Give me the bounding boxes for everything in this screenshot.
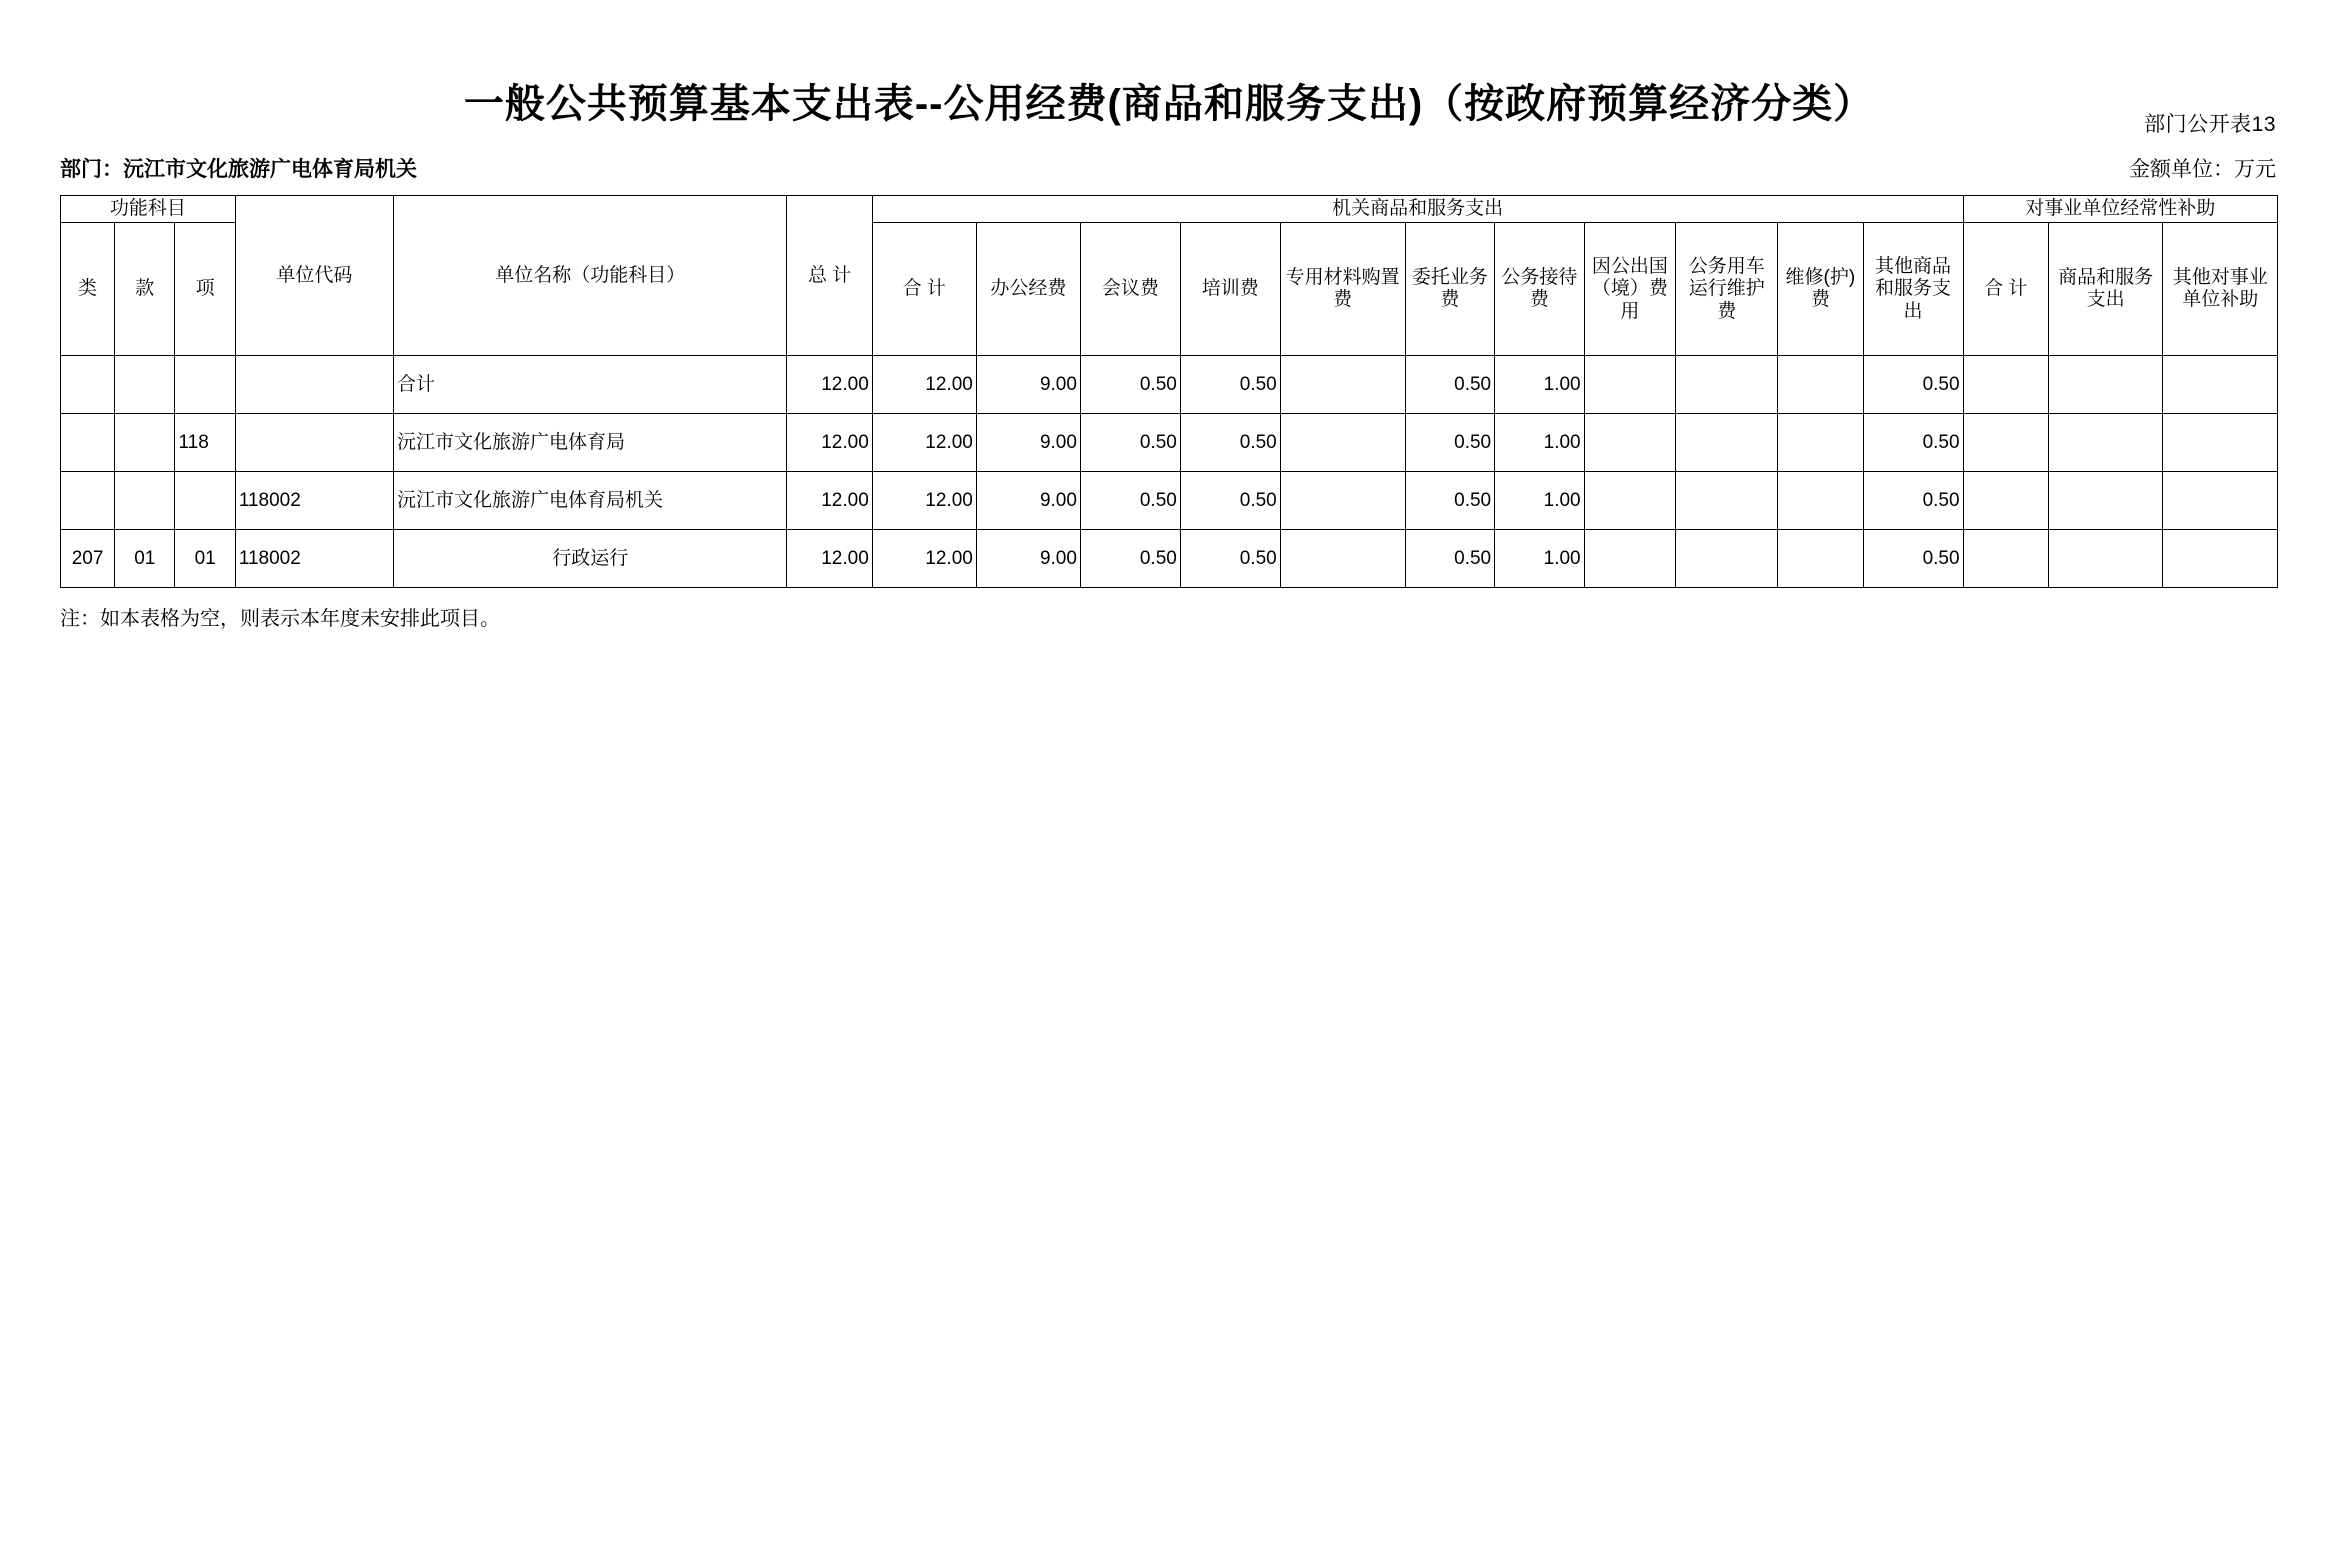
cell-unit-name: 行政运行 bbox=[394, 530, 787, 588]
cell-item: 118 bbox=[175, 414, 235, 472]
cell-office: 9.00 bbox=[976, 356, 1080, 414]
cell-subsidy-other bbox=[2163, 414, 2278, 472]
header-grand-total: 总 计 bbox=[787, 196, 872, 356]
cell-unit-name: 合计 bbox=[394, 356, 787, 414]
header-training-fee: 培训费 bbox=[1180, 223, 1280, 356]
cell-meeting: 0.50 bbox=[1080, 356, 1180, 414]
cell-reception: 1.00 bbox=[1495, 414, 1585, 472]
form-number-label: 部门公开表13 bbox=[2144, 113, 2276, 136]
cell-abroad bbox=[1584, 472, 1676, 530]
cell-meeting: 0.50 bbox=[1080, 530, 1180, 588]
header-unit-code: 单位代码 bbox=[235, 196, 393, 356]
cell-subsidy-goods bbox=[2048, 530, 2162, 588]
header-subsidy-group: 对事业单位经常性补助 bbox=[1963, 196, 2277, 223]
cell-subtotal: 12.00 bbox=[872, 414, 976, 472]
cell-subsidy-other bbox=[2163, 356, 2278, 414]
cell-total: 12.00 bbox=[787, 530, 872, 588]
cell-other: 0.50 bbox=[1863, 530, 1963, 588]
cell-office: 9.00 bbox=[976, 414, 1080, 472]
header-other-goods-services: 其他商品和服务支出 bbox=[1863, 223, 1963, 356]
cell-other: 0.50 bbox=[1863, 414, 1963, 472]
cell-repair bbox=[1778, 356, 1863, 414]
cell-entrusted: 0.50 bbox=[1405, 472, 1495, 530]
cell-meeting: 0.50 bbox=[1080, 414, 1180, 472]
header-special-material: 专用材料购置费 bbox=[1280, 223, 1405, 356]
cell-entrusted: 0.50 bbox=[1405, 530, 1495, 588]
cell-subtotal: 12.00 bbox=[872, 530, 976, 588]
cell-subsidy-total bbox=[1963, 356, 2048, 414]
cell-class bbox=[61, 414, 115, 472]
cell-section bbox=[115, 356, 175, 414]
cell-repair bbox=[1778, 414, 1863, 472]
cell-training: 0.50 bbox=[1180, 356, 1280, 414]
header-agency-goods-services: 机关商品和服务支出 bbox=[872, 196, 1963, 223]
table-row bbox=[61, 530, 2278, 588]
cell-total: 12.00 bbox=[787, 414, 872, 472]
header-entrusted-business: 委托业务费 bbox=[1405, 223, 1495, 356]
header-class: 类 bbox=[61, 223, 115, 356]
cell-subsidy-goods bbox=[2048, 414, 2162, 472]
cell-training: 0.50 bbox=[1180, 530, 1280, 588]
cell-unit-code: 118002 bbox=[235, 530, 393, 588]
header-unit-name: 单位名称（功能科目） bbox=[394, 196, 787, 356]
header-subtotal: 合 计 bbox=[872, 223, 976, 356]
amount-unit-label: 金额单位：万元 bbox=[2129, 158, 2276, 181]
table-row bbox=[61, 472, 2278, 530]
cell-unit-name: 沅江市文化旅游广电体育局 bbox=[394, 414, 787, 472]
cell-section bbox=[115, 472, 175, 530]
cell-unit-code: 118002 bbox=[235, 472, 393, 530]
cell-item bbox=[175, 472, 235, 530]
cell-subsidy-total bbox=[1963, 414, 2048, 472]
header-subsidy-goods-services: 商品和服务支出 bbox=[2048, 223, 2162, 356]
cell-class: 207 bbox=[61, 530, 115, 588]
cell-vehicle bbox=[1676, 530, 1778, 588]
cell-reception: 1.00 bbox=[1495, 356, 1585, 414]
cell-item bbox=[175, 356, 235, 414]
header-meeting-fee: 会议费 bbox=[1080, 223, 1180, 356]
cell-section bbox=[115, 414, 175, 472]
cell-other: 0.50 bbox=[1863, 472, 1963, 530]
header-item: 项 bbox=[175, 223, 235, 356]
header-section: 款 bbox=[115, 223, 175, 356]
cell-material bbox=[1280, 530, 1405, 588]
cell-vehicle bbox=[1676, 414, 1778, 472]
cell-material bbox=[1280, 414, 1405, 472]
cell-training: 0.50 bbox=[1180, 472, 1280, 530]
cell-material bbox=[1280, 472, 1405, 530]
cell-subsidy-goods bbox=[2048, 356, 2162, 414]
cell-unit-code bbox=[235, 414, 393, 472]
cell-class bbox=[61, 356, 115, 414]
cell-reception: 1.00 bbox=[1495, 472, 1585, 530]
page-title: 一般公共预算基本支出表--公用经费(商品和服务支出)（按政府预算经济分类） bbox=[463, 82, 1875, 126]
cell-other: 0.50 bbox=[1863, 356, 1963, 414]
cell-training: 0.50 bbox=[1180, 414, 1280, 472]
header-abroad-expense: 因公出国（境）费用 bbox=[1584, 223, 1676, 356]
cell-subsidy-other bbox=[2163, 472, 2278, 530]
header-repair-fee: 维修(护)费 bbox=[1778, 223, 1863, 356]
cell-vehicle bbox=[1676, 472, 1778, 530]
header-function-subject: 功能科目 bbox=[61, 196, 236, 223]
cell-repair bbox=[1778, 530, 1863, 588]
subheader bbox=[60, 153, 2278, 183]
cell-abroad bbox=[1584, 530, 1676, 588]
cell-unit-code bbox=[235, 356, 393, 414]
cell-material bbox=[1280, 356, 1405, 414]
cell-total: 12.00 bbox=[787, 472, 872, 530]
cell-subsidy-total bbox=[1963, 472, 2048, 530]
cell-subtotal: 12.00 bbox=[872, 472, 976, 530]
cell-office: 9.00 bbox=[976, 472, 1080, 530]
document-page bbox=[0, 72, 2338, 1560]
cell-meeting: 0.50 bbox=[1080, 472, 1180, 530]
cell-subsidy-goods bbox=[2048, 472, 2162, 530]
budget-table bbox=[60, 195, 2278, 588]
cell-reception: 1.00 bbox=[1495, 530, 1585, 588]
header-office-expense: 办公经费 bbox=[976, 223, 1080, 356]
department-label: 部门：沅江市文化旅游广电体育局机关 bbox=[60, 158, 417, 181]
header-official-reception: 公务接待费 bbox=[1495, 223, 1585, 356]
cell-entrusted: 0.50 bbox=[1405, 414, 1495, 472]
table-note: 注：如本表格为空，则表示本年度未安排此项目。 bbox=[60, 608, 500, 631]
header-vehicle-maintenance: 公务用车运行维护费 bbox=[1676, 223, 1778, 356]
cell-subsidy-other bbox=[2163, 530, 2278, 588]
cell-abroad bbox=[1584, 414, 1676, 472]
table-row bbox=[61, 414, 2278, 472]
cell-section: 01 bbox=[115, 530, 175, 588]
cell-subtotal: 12.00 bbox=[872, 356, 976, 414]
cell-repair bbox=[1778, 472, 1863, 530]
header-subsidy-total: 合 计 bbox=[1963, 223, 2048, 356]
cell-total: 12.00 bbox=[787, 356, 872, 414]
cell-subsidy-total bbox=[1963, 530, 2048, 588]
cell-item: 01 bbox=[175, 530, 235, 588]
cell-abroad bbox=[1584, 356, 1676, 414]
cell-unit-name: 沅江市文化旅游广电体育局机关 bbox=[394, 472, 787, 530]
cell-vehicle bbox=[1676, 356, 1778, 414]
cell-office: 9.00 bbox=[976, 530, 1080, 588]
cell-entrusted: 0.50 bbox=[1405, 356, 1495, 414]
table-row bbox=[61, 356, 2278, 414]
cell-class bbox=[61, 472, 115, 530]
header-subsidy-other: 其他对事业单位补助 bbox=[2163, 223, 2278, 356]
